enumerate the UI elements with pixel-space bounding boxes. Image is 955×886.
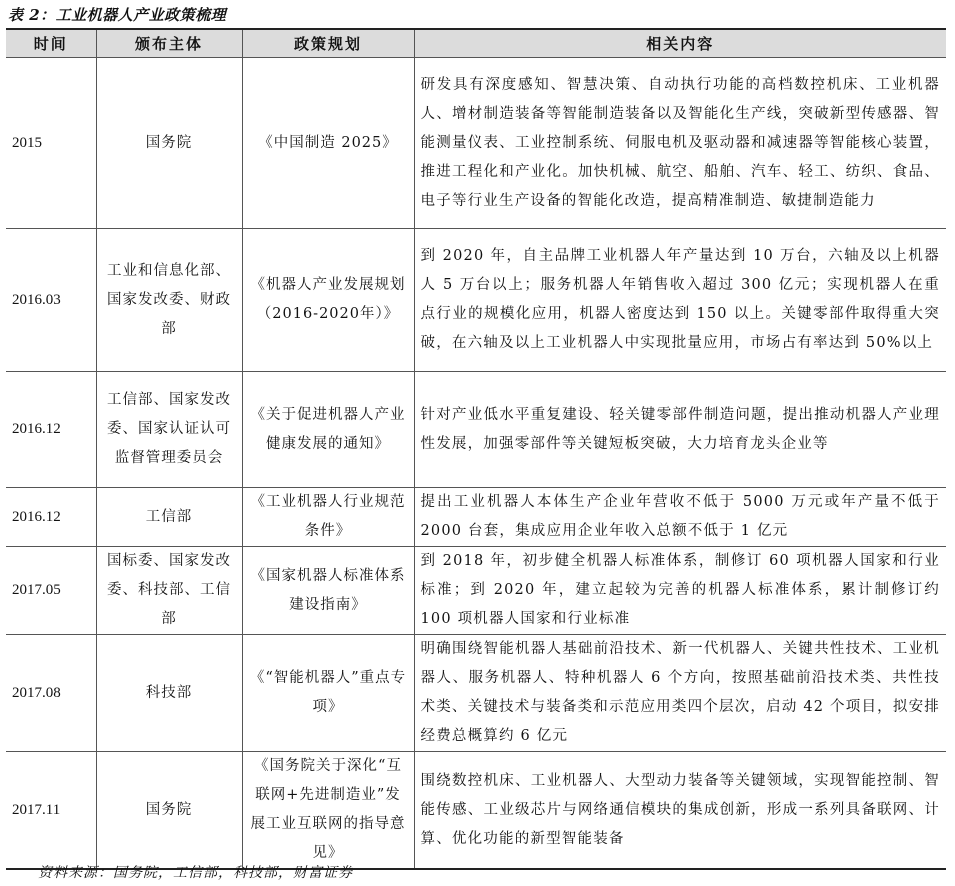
header-time: 时间 — [6, 29, 96, 58]
issuer-cell: 工信部 — [96, 488, 242, 547]
policy-cell: 《关于促进机器人产业健康发展的通知》 — [242, 372, 414, 488]
header-content: 相关内容 — [414, 29, 946, 58]
table-row — [6, 547, 946, 635]
time-cell: 2017.08 — [6, 635, 96, 752]
table-row — [6, 752, 946, 870]
table-row — [6, 635, 946, 752]
table-row — [6, 488, 946, 547]
time-cell: 2016.12 — [6, 372, 96, 488]
header-policy: 政策规划 — [242, 29, 414, 58]
content-cell: 提出工业机器人本体生产企业年营收不低于 5000 万元或年产量不低于 2000 台套，集成应用企业年收入总额不低于 1 亿元 — [414, 488, 946, 547]
table-title: 表 2：工业机器人产业政策梳理 — [8, 6, 227, 24]
time-cell: 2016.12 — [6, 488, 96, 547]
policy-table — [6, 28, 946, 870]
policy-cell: 《“智能机器人”重点专项》 — [242, 635, 414, 752]
policy-cell: 《国务院关于深化“互联网+先进制造业”发展工业互联网的指导意见》 — [242, 752, 414, 870]
issuer-cell: 工信部、国家发改委、国家认证认可监督管理委员会 — [96, 372, 242, 488]
time-cell: 2017.05 — [6, 547, 96, 635]
policy-cell: 《中国制造 2025》 — [242, 58, 414, 229]
policy-cell: 《机器人产业发展规划（2016-2020年）》 — [242, 229, 414, 372]
time-cell: 2015 — [6, 58, 96, 229]
content-cell: 明确围绕智能机器人基础前沿技术、新一代机器人、关键共性技术、工业机器人、服务机器人、特种机器人 6 个方向，按照基础前沿技术类、共性技术类、关键技术与装备类和示范应用类四个层次，启动 42 个项目，拟安排经费总概算约 6 亿元 — [414, 635, 946, 752]
table-row — [6, 372, 946, 488]
content-cell: 针对产业低水平重复建设、轻关键零部件制造问题，提出推动机器人产业理性发展，加强零部件等关键短板突破，大力培育龙头企业等 — [414, 372, 946, 488]
content-cell: 到 2020 年，自主品牌工业机器人年产量达到 10 万台，六轴及以上机器人 5 万台以上；服务机器人年销售收入超过 300 亿元；实现机器人在重点行业的规模化应用，机器人密度达到 150 以上。关键零部件取得重大突破，在六轴及以上工业机器人中实现批量应用，市场占有率达到 50%以上 — [414, 229, 946, 372]
issuer-cell: 工业和信息化部、国家发改委、财政部 — [96, 229, 242, 372]
issuer-cell: 国务院 — [96, 58, 242, 229]
table-row — [6, 229, 946, 372]
time-cell: 2016.03 — [6, 229, 96, 372]
issuer-cell: 科技部 — [96, 635, 242, 752]
header-row — [6, 29, 946, 58]
content-cell: 到 2018 年，初步健全机器人标准体系，制修订 60 项机器人国家和行业标准；到 2020 年，建立起较为完善的机器人标准体系，累计制修订约 100 项机器人国家和行业标准 — [414, 547, 946, 635]
issuer-cell: 国标委、国家发改委、科技部、工信部 — [96, 547, 242, 635]
policy-cell: 《国家机器人标准体系建设指南》 — [242, 547, 414, 635]
time-cell: 2017.11 — [6, 752, 96, 870]
table-row — [6, 58, 946, 229]
content-cell: 研发具有深度感知、智慧决策、自动执行功能的高档数控机床、工业机器人、增材制造装备等智能制造装备以及智能化生产线，突破新型传感器、智能测量仪表、工业控制系统、伺服电机及驱动器和减速器等智能核心装置，推进工程化和产业化。加快机械、航空、船舶、汽车、轻工、纺织、食品、电子等行业生产设备的智能化改造，提高精准制造、敏捷制造能力 — [414, 58, 946, 229]
content-cell: 围绕数控机床、工业机器人、大型动力装备等关键领域，实现智能控制、智能传感、工业级芯片与网络通信模块的集成创新，形成一系列具备联网、计算、优化功能的新型智能装备 — [414, 752, 946, 870]
source-note: 资料来源：国务院，工信部，科技部，财富证券 — [38, 865, 353, 881]
policy-cell: 《工业机器人行业规范条件》 — [242, 488, 414, 547]
issuer-cell: 国务院 — [96, 752, 242, 870]
header-issuer: 颁布主体 — [96, 29, 242, 58]
